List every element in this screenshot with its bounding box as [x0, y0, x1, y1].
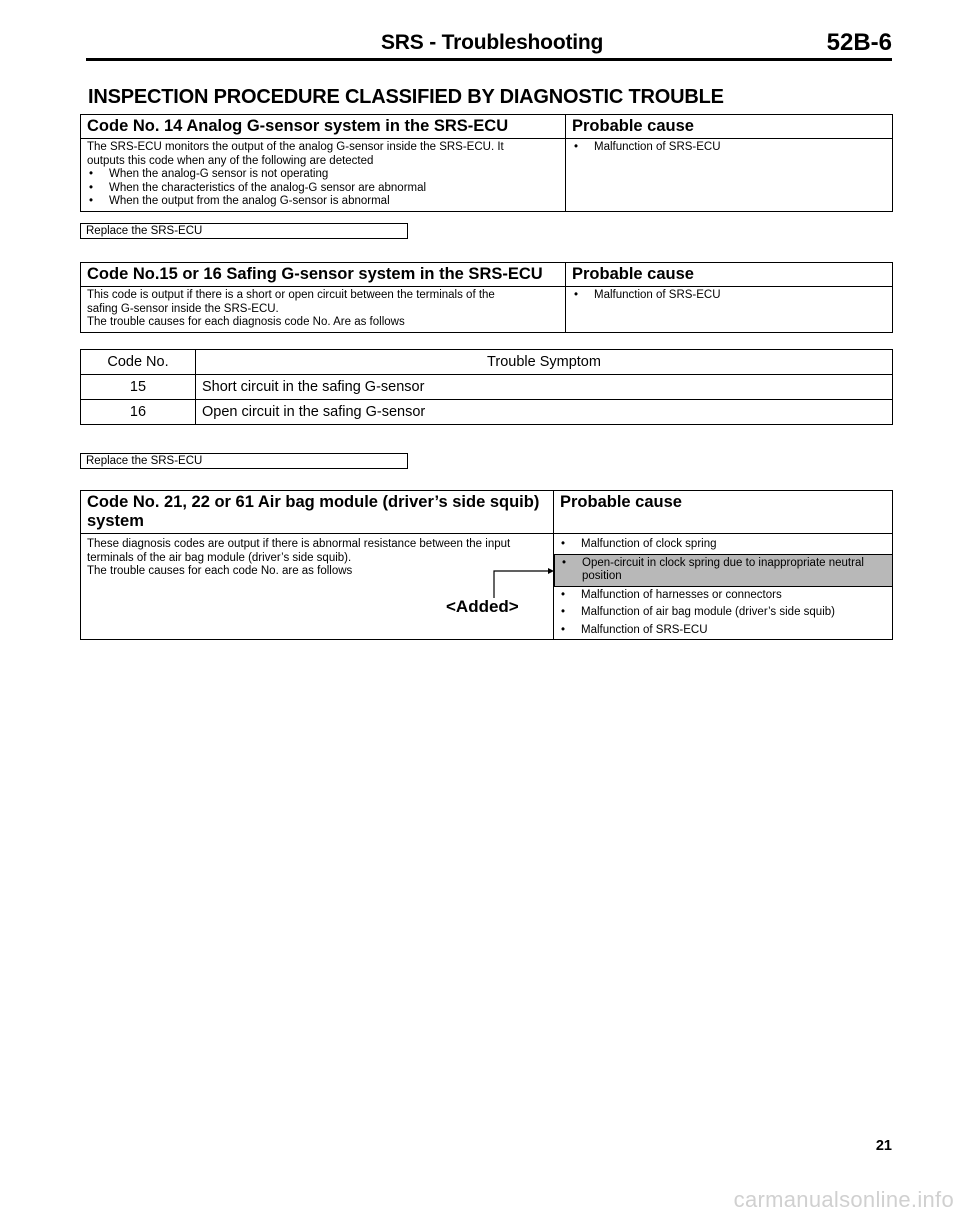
code21-cause: • Malfunction of clock spring: [561, 538, 717, 550]
code15-16-description-line: safing G-sensor inside the SRS-ECU.: [87, 302, 279, 315]
table-row: [81, 400, 893, 425]
code14-condition: • When the analog-G sensor is not operating: [87, 168, 559, 182]
bullet-icon: •: [561, 588, 566, 601]
code21-causes-cell: [554, 534, 893, 640]
page-number: 21: [875, 1138, 892, 1154]
watermark: carmanualsonline.info: [733, 1187, 954, 1212]
code21-table: [80, 490, 893, 640]
code14-condition: • When the characteristics of the analog-G sensor are abnormal: [87, 182, 559, 196]
code14-description-cell: [81, 139, 566, 212]
code14-description-line: The SRS-ECU monitors the output of the analog G-sensor inside the SRS-ECU. It: [87, 141, 504, 153]
code21-cause: • Malfunction of air bag module (driver’s side squib): [561, 606, 835, 618]
symptom-table-header: [81, 350, 893, 375]
code21-cause-highlighted: • Open-circuit in clock spring due to inappropriate neutral position: [554, 554, 892, 587]
code-no-cell: 16: [81, 400, 196, 425]
main-title: INSPECTION PROCEDURE CLASSIFIED BY DIAGNOSTIC TROUBLE: [88, 86, 724, 108]
code21-title: Code No. 21, 22 or 61 Air bag module (driver’s side squib) system: [81, 491, 554, 534]
code21-description-line: terminals of the air bag module (driver’s side squib).: [87, 551, 352, 564]
code21-description-cell: [81, 534, 554, 640]
code14-table: [80, 114, 893, 212]
symptom-cell: Short circuit in the safing G-sensor: [196, 375, 893, 400]
code15-16-description-line: This code is output if there is a short or open circuit between the terminals of the: [87, 289, 495, 301]
code15-16-cause-heading: Probable cause: [566, 263, 893, 287]
bullet-icon: •: [561, 606, 566, 618]
code14-causes-cell: [566, 139, 893, 212]
code15-16-description-cell: [81, 287, 566, 333]
code21-description-line: These diagnosis codes are output if there is abnormal resistance between the input: [87, 538, 511, 550]
code14-description-line: outputs this code when any of the following are detected: [87, 154, 374, 167]
bullet-icon: •: [561, 538, 566, 550]
bullet-icon: •: [562, 556, 567, 569]
added-label: <Added>: [446, 597, 519, 616]
code14-conditions: [87, 168, 559, 209]
code15-16-description-line: The trouble causes for each diagnosis code No. Are as follows: [87, 316, 405, 328]
code14-cause-heading: Probable cause: [566, 115, 893, 139]
code-no-cell: 15: [81, 375, 196, 400]
code21-description-line: The trouble causes for each code No. are as follows: [87, 565, 353, 577]
bullet-icon: •: [561, 623, 566, 636]
code15-16-causes: [572, 289, 886, 303]
table-row: [81, 375, 893, 400]
symptom-table: [80, 349, 893, 425]
code14-title: Code No. 14 Analog G-sensor system in the SRS-ECU: [81, 115, 566, 139]
code15-16-table: [80, 262, 893, 333]
code21-cause: • Malfunction of SRS-ECU: [561, 623, 708, 636]
section-title: SRS - Troubleshooting: [381, 31, 604, 54]
symptom-cell: Open circuit in the safing G-sensor: [196, 400, 893, 425]
code21-cause-heading: Probable cause: [554, 491, 893, 534]
code14-cause: • Malfunction of SRS-ECU: [572, 141, 886, 155]
header-rule: [86, 58, 892, 61]
code14-action: Replace the SRS-ECU: [80, 223, 408, 239]
code14-condition: • When the output from the analog G-sensor is abnormal: [87, 195, 559, 209]
code14-causes: [572, 141, 886, 155]
page-code: 52B-6: [826, 29, 892, 56]
code15-16-action: Replace the SRS-ECU: [80, 453, 408, 469]
code-no-header: Code No.: [81, 350, 196, 375]
code15-16-causes-cell: [566, 287, 893, 333]
trouble-symptom-header: Trouble Symptom: [196, 350, 893, 375]
code21-cause: • Malfunction of harnesses or connectors: [561, 588, 782, 601]
code15-16-title: Code No.15 or 16 Safing G-sensor system in the SRS-ECU: [81, 263, 566, 287]
code15-16-cause: • Malfunction of SRS-ECU: [572, 289, 886, 303]
